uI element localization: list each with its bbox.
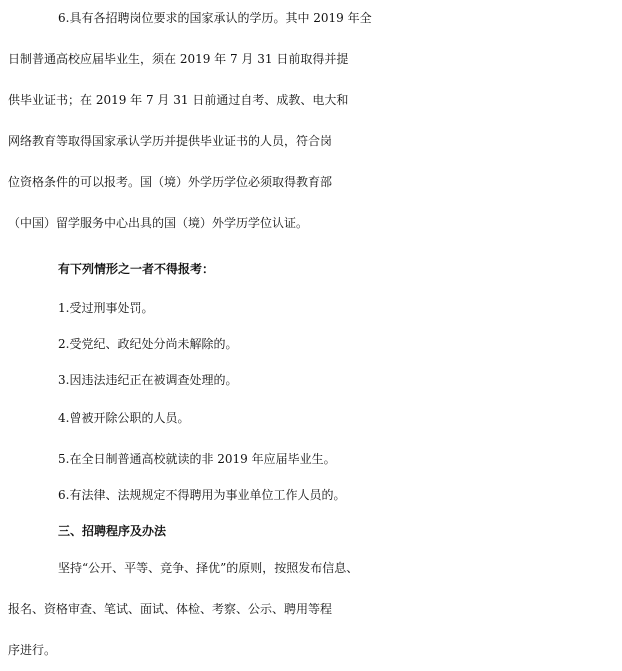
- disqualify-item-4: 4.曾被开除公职的人员。: [58, 411, 190, 425]
- section-3-line-3: 序进行。: [8, 643, 57, 657]
- section-3-line-2: 报名、资格审查、笔试、面试、体检、考察、公示、聘用等程: [8, 602, 333, 616]
- paragraph-6-line-6: （中国）留学服务中心出具的国（境）外学历学位认证。: [8, 216, 309, 230]
- disqualify-item-1: 1.受过刑事处罚。: [58, 301, 154, 315]
- disqualify-item-2: 2.受党纪、政纪处分尚未解除的。: [58, 337, 238, 351]
- disqualify-item-6: 6.有法律、法规规定不得聘用为事业单位工作人员的。: [58, 488, 346, 502]
- paragraph-6-line-3: 供毕业证书；在 2019 年 7 月 31 日前通过自考、成教、电大和: [8, 93, 349, 107]
- paragraph-6-line-2: 日制普通高校应届毕业生，须在 2019 年 7 月 31 日前取得并提: [8, 52, 349, 66]
- paragraph-6-line-5: 位资格条件的可以报考。国（境）外学历学位必须取得教育部: [8, 175, 333, 189]
- section-3-heading: 三、招聘程序及办法: [58, 524, 167, 538]
- disqualify-item-3: 3.因违法违纪正在被调查处理的。: [58, 373, 238, 387]
- disqualify-item-5: 5.在全日制普通高校就读的非 2019 年应届毕业生。: [58, 452, 336, 466]
- paragraph-6-line-1: 6.具有各招聘岗位要求的国家承认的学历。其中 2019 年全: [58, 11, 372, 25]
- section-3-line-1: 坚持“公开、平等、竞争、择优”的原则，按照发布信息、: [58, 561, 359, 575]
- disqualify-heading: 有下列情形之一者不得报考：: [58, 262, 215, 276]
- paragraph-6-line-4: 网络教育等取得国家承认学历并提供毕业证书的人员，符合岗: [8, 134, 333, 148]
